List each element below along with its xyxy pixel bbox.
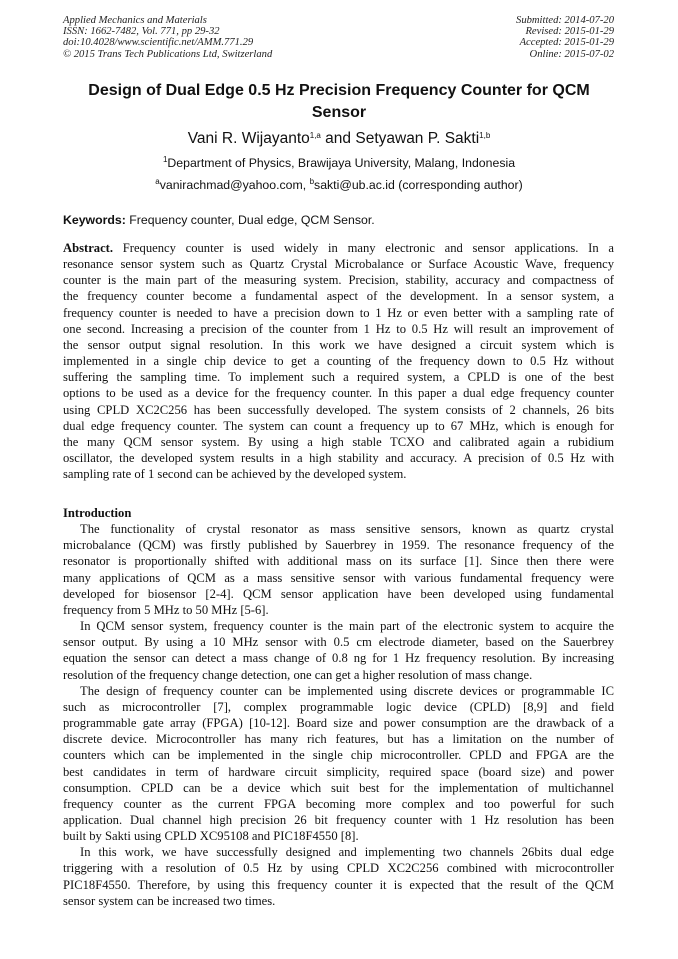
paragraph-line: sensor output. By using a 10 MHz sensor with 0.5 cm electrode diameter, based on the Sauerbrey [63,635,614,650]
abstract-line [63,305,614,321]
keywords [63,212,375,228]
paragraph-line: developed for biosensor [2-4]. QCM sensor application have been developed using fundamental [63,586,614,601]
paragraph-line: application. Dual channel high precision 26 bit frequency counter with 1 Hz resolution has been [63,812,614,827]
publication-dates [516,15,614,60]
affiliation-sup: 1 [162,155,168,164]
abstract-text: the many QCM sensor system. By using a high stable TCXO and calibrated again a rubidium [63,434,614,449]
paragraph-line: frequency counter as the current FPGA becoming more complex and too powerful for such [63,796,614,811]
affiliation-text: Department of Physics, Brawijaya University, Malang, Indonesia [167,156,516,170]
accepted-date: Accepted: 2015-01-29 [519,37,614,49]
author-affil-sup: 1,b [479,131,491,140]
paper-title [40,80,638,124]
email-link[interactable]: vanirachmad@yahoo.com, [159,178,310,192]
affiliation [0,155,678,171]
journal-name: Applied Mechanics and Materials [63,15,207,26]
paragraph-line: In QCM sensor system, frequency counter is the main part of the electronic system to acquire the [80,619,614,634]
abstract-line [63,434,614,450]
abstract-text: one second. Increasing a precision of the counter from 1 Hz to 0.5 Hz will result an improvement of [63,321,614,336]
abstract-label: Abstract. [63,241,114,255]
paragraph [63,521,614,618]
abstract-line [63,369,614,385]
journal-doi: doi:10.4028/www.scientific.net/AMM.771.29 [63,37,254,49]
paragraph-line: frequency from 5 MHz to 50 MHz [5-6]. [63,602,269,617]
paragraph-line: In this work, we have successfully designed and implementing two channels 26bits dual edge [80,845,614,860]
abstract-line [63,337,614,353]
abstract-line [63,450,614,466]
paragraph-line: counters which can be implemented in the single chip microcontroller. CPLD and FPGA are the [63,748,614,763]
paragraph-line: best candidates in term of hardware circuit simplicity, required space (board size) and power [63,764,614,779]
author-emails [0,177,678,193]
abstract-text: the sensor output signal resolution. In this work we have designed a circuit system which is [63,337,614,352]
abstract-text: implemented in a single chip device to get a counting of the frequency down to 0.5 Hz without [63,354,614,369]
abstract [63,240,614,482]
abstract-text: sampling rate of 1 second can be achieved by the developed system. [63,467,407,482]
keywords-text: Frequency counter, Dual edge, QCM Sensor. [125,213,375,227]
author-affil-sup: 1,a [309,131,321,140]
paragraph-line: equation the sensor can detect a mass change of 0.8 ng for 1 Hz frequency resolution. By increasing [63,651,614,666]
section-heading: Introduction [63,506,132,520]
paragraph-line: PIC18F4550. Therefore, by using this frequency counter it is expected that the result of the QCM [63,877,614,892]
online-date: Online: 2015-07-02 [529,48,614,60]
revised-date: Revised: 2015-01-29 [525,26,614,38]
abstract-line [63,466,614,482]
paragraph-line: microbalance (QCM) was firstly published by Sauerbrey in 1959. The resonance frequency of the [63,538,614,553]
paragraph-line: The functionality of crystal resonator as mass sensitive sensors, known as quartz crystal [80,522,614,537]
author-name: Vani R. Wijayanto [187,130,310,147]
paragraph [63,844,614,909]
abstract-text: oscillator, the developed system results in a high stability and accuracy. A precision of 0.5 Hz with [63,451,614,466]
author-separator: and [320,130,356,147]
title-line: Design of Dual Edge 0.5 Hz Precision Frequency Counter for QCM [88,82,590,99]
abstract-line [63,288,614,304]
abstract-line [63,240,614,256]
abstract-text: frequency counter is needed to have a precision down to 1 Hz or even better with a sampling rate of [63,305,614,320]
title-line: Sensor [311,104,367,121]
abstract-text: the frequency counter become a fundamental aspect of the development. In a sensor system, a [63,289,614,304]
abstract-text: using CPLD XC2C256 has been successfully developed. The system consists of 2 channels, 26 bits [63,402,614,417]
paragraph-line: resolution of the frequency change detection, one can get a higher resolution of mass change. [63,667,533,682]
journal-issn: ISSN: 1662-7482, Vol. 771, pp 29-32 [63,26,220,38]
paragraph-line: sensor system can be increased two times. [63,893,276,908]
paragraph-line: discrete device. Microcontroller has many rich features, but has a limitation on the number of [63,732,614,747]
paragraph-line: consumption. CPLD can be a device which suit best for the implementation of multichannel [63,780,614,795]
abstract-line [63,321,614,337]
paragraph [63,683,614,845]
paragraph-line: such as microcontroller [7], complex programmable logic device (CPLD) [8,9] and field [63,699,614,714]
abstract-text: suffering the sampling time. To implement such a required system, a CPLD is one of the best [63,370,614,385]
email-sup: b [309,177,315,186]
paragraph-line: triggering with a resolution of 0.5 Hz by using CPLD XC2C256 combined with microcontroller [63,861,614,876]
abstract-line [63,418,614,434]
abstract-line [63,272,614,288]
keywords-label: Keywords: [63,213,126,227]
paragraph-line: resonator is proportionally shifted with additional mass on its surface [1]. Since then there were [63,554,614,569]
submitted-date: Submitted: 2014-07-20 [516,15,614,26]
author-name: Setyawan P. Sakti [355,130,480,147]
introduction-section [63,505,614,909]
paragraph-line: The design of frequency counter can be implemented using discrete devices or programmable IC [80,683,614,698]
email-link[interactable]: sakti@ub.ac.id (corresponding author) [314,178,523,192]
paragraph-line: built by Sakti using CPLD XC95108 and PIC18F4550 [8]. [63,829,359,844]
abstract-text: dual edge frequency counter. The system can count a frequency up to 67 MHz, which is enough for [63,418,614,433]
journal-copyright: © 2015 Trans Tech Publications Ltd, Switzerland [63,48,273,60]
abstract-line [63,353,614,369]
email-sup: a [155,177,160,186]
abstract-text: resonance sensor system such as Quartz Crystal Microbalance or Surface Acoustic Wave, frequency [63,257,614,272]
paragraph [63,618,614,683]
abstract-line [63,385,614,401]
abstract-line [63,402,614,418]
authors [0,129,678,149]
abstract-line [63,256,614,272]
journal-info [63,15,272,60]
abstract-text: options to be used as a device for the frequency counter. In this paper a dual edge frequency counter [63,386,614,401]
abstract-text: Frequency counter is used widely in many electronic and sensor applications. In a [113,241,614,255]
paragraph-line: many applications of QCM as a mass sensitive sensor with various fundamental frequency were [63,570,614,585]
abstract-text: counter is the main part of the measuring system. Precision, stability, accuracy and compactness of [63,273,614,288]
paragraph-line: programmable gate array (FPGA) [10-12]. Board size and power consumption are the drawback of a [63,716,614,731]
